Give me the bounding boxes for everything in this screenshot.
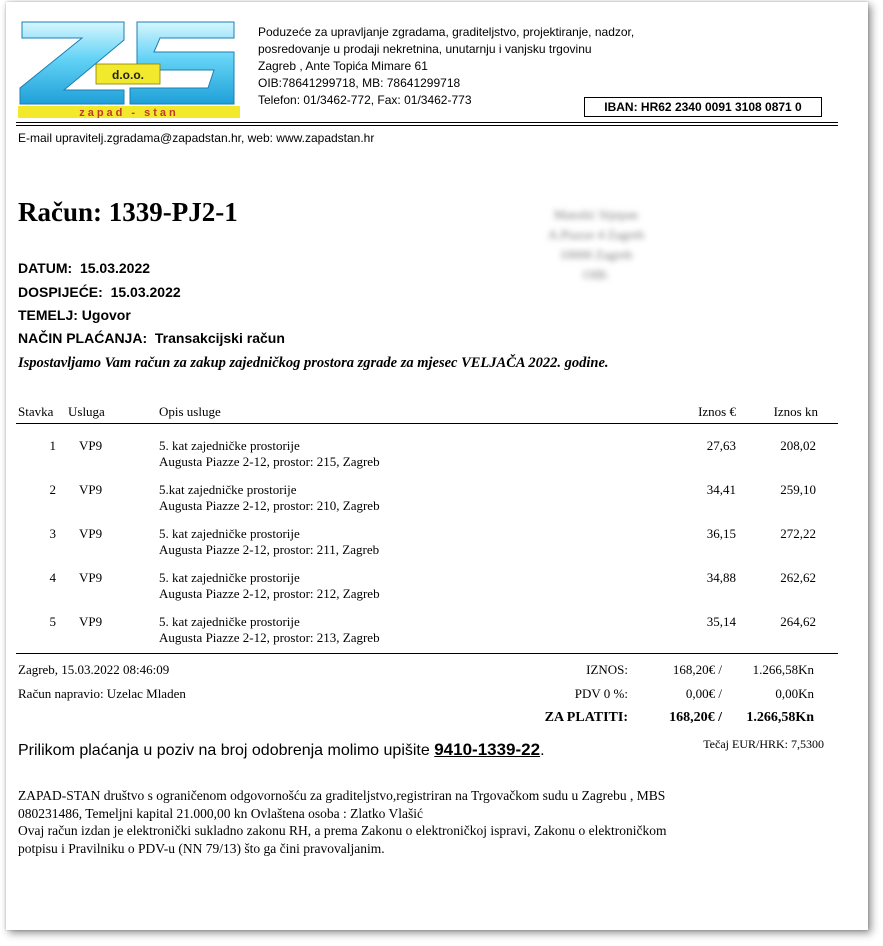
basis-value: Ugovor [81,307,131,323]
made-by: Račun napravio: Uzelac Mladen [18,686,186,701]
col-header-opis: Opis usluge [159,404,221,419]
col-header-eur: Iznos € [698,404,736,419]
row-description: 5. kat zajedničke prostorije [159,438,300,453]
row-number: 5 [49,614,56,629]
row-amount-kn: 272,22 [780,526,816,541]
total-eur: 168,20€ / [672,662,722,677]
legal-notice [18,787,838,857]
total-kn: 1.266,58Kn [752,662,814,677]
basis-row [18,307,131,323]
vat-label: PDV 0 %: [574,686,628,701]
row-service-code: VP9 [79,438,103,453]
row-amount-eur: 35,14 [706,614,736,629]
due-date-value: 15.03.2022 [110,284,181,300]
row-service-code: VP9 [79,526,103,541]
col-header-kn: Iznos kn [773,404,818,419]
payment-reference-number: 9410-1339-22 [434,740,541,759]
vat-kn: 0,00Kn [775,686,814,701]
company-logo [12,18,244,118]
company-line: Telefon: 01/3462-772, Fax: 01/3462-773 [258,93,472,107]
row-amount-eur: 27,63 [706,438,736,453]
due-date-label: DOSPIJEĆE: [18,284,103,300]
col-header-stavka: Stavka [18,404,54,419]
row-amount-eur: 34,88 [706,570,736,585]
row-description: 5. kat zajedničke prostorije [159,614,300,629]
row-amount-kn: 264,62 [780,614,816,629]
invoice-page [6,2,868,930]
contact-line: E-mail upravitelj.zgradama@zapadstan.hr, web: www.zapadstan.hr [18,131,375,145]
row-amount-kn: 208,02 [780,438,816,453]
logo-text: zapad - stan [79,107,179,118]
row-location: Augusta Piazze 2-12, prostor: 212, Zagreb [159,586,380,601]
due-date-row [18,284,181,300]
legal-line: Ovaj račun izdan je elektronički sukladno zakonu RH, a prema Zakonu o elektroničkoj ispravi, Zakonu o elektroničkom [18,823,667,838]
row-location: Augusta Piazze 2-12, prostor: 213, Zagreb [159,630,380,645]
customer-line: OIB: [583,267,609,282]
row-description: 5. kat zajedničke prostorije [159,526,300,541]
date-label: DATUM: [18,260,73,276]
date-row [18,260,150,276]
row-number: 1 [49,438,56,453]
iban-box: IBAN: HR62 2340 0091 3108 0871 0 [584,97,822,117]
company-line: posredovanje u prodaji nekretnina, unutarnju i vanjsku trgovinu [258,42,592,56]
payment-method-row [18,330,285,346]
header-divider [16,125,838,126]
company-line: OIB:78641299718, MB: 78641299718 [258,76,461,90]
header-divider [16,122,838,123]
col-header-usluga: Usluga [68,404,105,419]
invoice-intro: Ispostavljamo Vam račun za zakup zajedničkog prostora zgrade za mjesec VELJAČA 2022. godine. [18,355,609,371]
row-service-code: VP9 [79,614,103,629]
customer-line: Matošić Stjepan [553,207,639,222]
payment-reference-note [18,740,545,760]
basis-label: TEMELJ: [18,307,78,323]
company-line: Zagreb , Ante Topića Mimare 61 [258,59,428,73]
date-value: 15.03.2022 [79,260,151,276]
vat-eur: 0,00€ / [685,686,722,701]
payment-method-label: NAČIN PLAĆANJA: [18,330,148,346]
exchange-rate: Tečaj EUR/HRK: 7,5300 [703,737,824,751]
company-line: Poduzeće za upravljanje zgradama, graditeljstvo, projektiranje, nadzor, [258,25,635,39]
customer-line: A.Piazze 4 Zagreb [547,227,645,242]
row-service-code: VP9 [79,570,103,585]
table-footer-divider [16,653,838,654]
amount-due-kn: 1.266,58Kn [746,710,814,725]
total-label: IZNOS: [586,662,628,677]
row-location: Augusta Piazze 2-12, prostor: 210, Zagreb [159,498,380,513]
amount-due-label: ZA PLATITI: [544,710,628,725]
row-description: 5. kat zajedničke prostorije [159,570,300,585]
row-location: Augusta Piazze 2-12, prostor: 211, Zagreb [159,542,380,557]
legal-line: potpisu i Pravilniku o PDV-u (NN 79/13) što ga čini pravovaljanim. [18,840,385,856]
row-location: Augusta Piazze 2-12, prostor: 215, Zagreb [159,454,380,469]
customer-line: 10000 Zagreb [559,247,633,262]
row-amount-eur: 34,41 [706,482,736,497]
row-description: 5.kat zajedničke prostorije [159,482,297,497]
row-service-code: VP9 [79,482,103,497]
row-number: 4 [49,570,56,585]
invoice-title: Račun: 1339-PJ2-1 [18,197,238,227]
customer-address [506,205,686,285]
payment-method-value: Transakcijski račun [154,330,285,346]
row-number: 3 [49,526,56,541]
table-header-divider [16,423,838,424]
amount-due-eur: 168,20€ / [669,710,722,725]
payment-note-text: Prilikom plaćanja u poziv na broj odobrenja molimo upišite [18,742,430,759]
payment-note-end: . [540,742,545,759]
legal-line: ZAPAD-STAN društvo s ograničenom odgovornošću za graditeljstvo,registriran na Trgovačkom sudu u Zagrebu , MBS [18,788,666,803]
company-details [258,24,634,109]
row-number: 2 [49,482,56,497]
place-time: Zagreb, 15.03.2022 08:46:09 [18,662,170,677]
legal-line: 080231486, Temeljni kapital 21.000,00 kn Ovlaštena osoba : Zlatko Vlašić [18,805,423,821]
row-amount-kn: 259,10 [780,482,816,497]
row-amount-eur: 36,15 [706,526,736,541]
row-amount-kn: 262,62 [780,570,816,585]
logo-badge: d.o.o. [112,68,144,82]
